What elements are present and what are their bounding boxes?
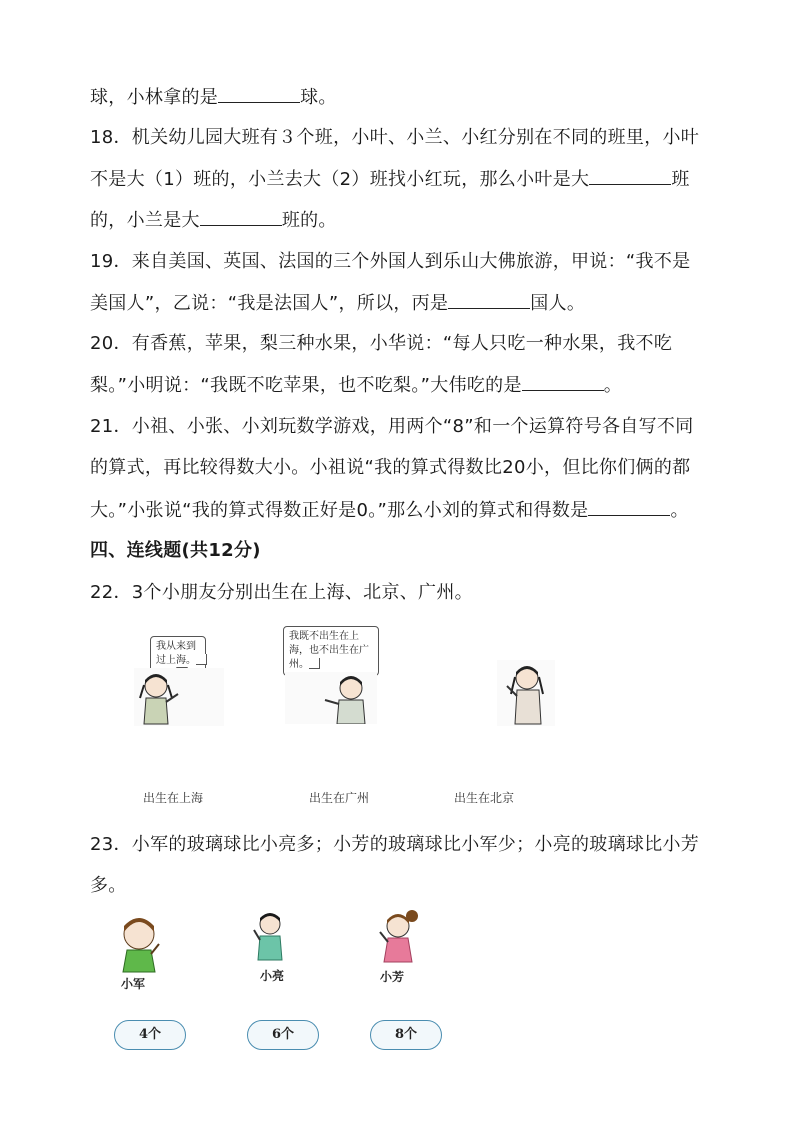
q20-line-2 bbox=[90, 372, 622, 399]
q19-line-1: 19．来自美国、英国、法国的三个外国人到乐山大佛旅游，甲说：“我不是 bbox=[90, 251, 691, 272]
count-pill-6[interactable]: 6个 bbox=[247, 1020, 319, 1050]
xiaoliang-figure bbox=[250, 910, 290, 962]
girl-figure-1 bbox=[134, 668, 224, 726]
q20-text-2b: 。 bbox=[603, 375, 623, 396]
q18-text-2a: 不是大（1）班的，小兰去大（2）班找小红玩，那么小叶是大 bbox=[90, 169, 590, 190]
speech-bubble-2: 我既不出生在上海，也不出生在广州。 bbox=[283, 626, 379, 676]
q20-line-1: 20．有香蕉，苹果，梨三种水果，小华说：“每人只吃一种水果，我不吃 bbox=[90, 333, 673, 354]
q17-text-after-blank: 球。 bbox=[300, 87, 337, 108]
xiaofang-figure bbox=[374, 908, 420, 964]
name-xiaofang: 小芳 bbox=[380, 970, 405, 984]
q18-text-3a: 的，小兰是大 bbox=[90, 210, 200, 231]
q19-answer-blank[interactable] bbox=[448, 290, 530, 309]
q18-answer-blank-1[interactable] bbox=[589, 166, 671, 185]
q18-answer-blank-2[interactable] bbox=[200, 207, 282, 226]
q17-answer-blank[interactable] bbox=[218, 84, 300, 103]
count-pill-4[interactable]: 4个 bbox=[114, 1020, 186, 1050]
q20-text-2a: 梨。”小明说：“我既不吃苹果，也不吃梨。”大伟吃的是 bbox=[90, 375, 522, 396]
q18-line-1: 18．机关幼儿园大班有３个班，小叶、小兰、小红分别在不同的班里，小叶 bbox=[90, 127, 700, 148]
q19-line-2 bbox=[90, 290, 585, 317]
q17-text-before-blank: 球，小林拿的是 bbox=[90, 87, 219, 108]
xiaojun-figure bbox=[115, 912, 163, 974]
section-4-heading: 四、连线题(共12分) bbox=[90, 540, 261, 561]
q18-line-3 bbox=[90, 207, 337, 234]
caption-guangzhou: 出生在广州 bbox=[309, 791, 370, 805]
girl-figure-2 bbox=[497, 660, 555, 726]
caption-beijing: 出生在北京 bbox=[454, 791, 515, 805]
q18-text-2b: 班 bbox=[671, 169, 690, 190]
q19-text-2b: 国人。 bbox=[530, 293, 586, 314]
q21-line-1: 21．小祖、小张、小刘玩数学游戏，用两个“8”和一个运算符号各自写不同 bbox=[90, 416, 694, 437]
name-xiaoliang: 小亮 bbox=[260, 969, 285, 983]
q23-line-2: 多。 bbox=[90, 875, 127, 896]
q21-text-3a: 大。”小张说“我的算式得数正好是0。”那么小刘的算式和得数是 bbox=[90, 500, 589, 521]
speech-bubble-1: 我从来到过上海。 bbox=[150, 636, 206, 672]
name-xiaojun: 小军 bbox=[121, 977, 146, 991]
q21-line-2: 的算式，再比较得数大小。小祖说“我的算式得数比20小，但比你们俩的都 bbox=[90, 457, 691, 478]
q20-answer-blank[interactable] bbox=[522, 372, 604, 391]
q23-line-1: 23．小军的玻璃球比小亮多；小芳的玻璃球比小军少；小亮的玻璃球比小芳 bbox=[90, 834, 700, 855]
q21-text-3b: 。 bbox=[670, 500, 689, 521]
q18-text-3b: 班的。 bbox=[281, 210, 337, 231]
q18-line-2 bbox=[90, 166, 690, 193]
count-pill-8[interactable]: 8个 bbox=[370, 1020, 442, 1050]
q21-line-3 bbox=[90, 497, 689, 524]
caption-shanghai: 出生在上海 bbox=[143, 791, 204, 805]
boy-figure bbox=[285, 672, 377, 724]
q22-text: 22．3个小朋友分别出生在上海、北京、广州。 bbox=[90, 582, 473, 603]
q19-text-2a: 美国人”，乙说：“我是法国人”，所以，丙是 bbox=[90, 293, 449, 314]
q21-answer-blank[interactable] bbox=[588, 497, 670, 516]
q17-tail-line bbox=[90, 84, 337, 111]
